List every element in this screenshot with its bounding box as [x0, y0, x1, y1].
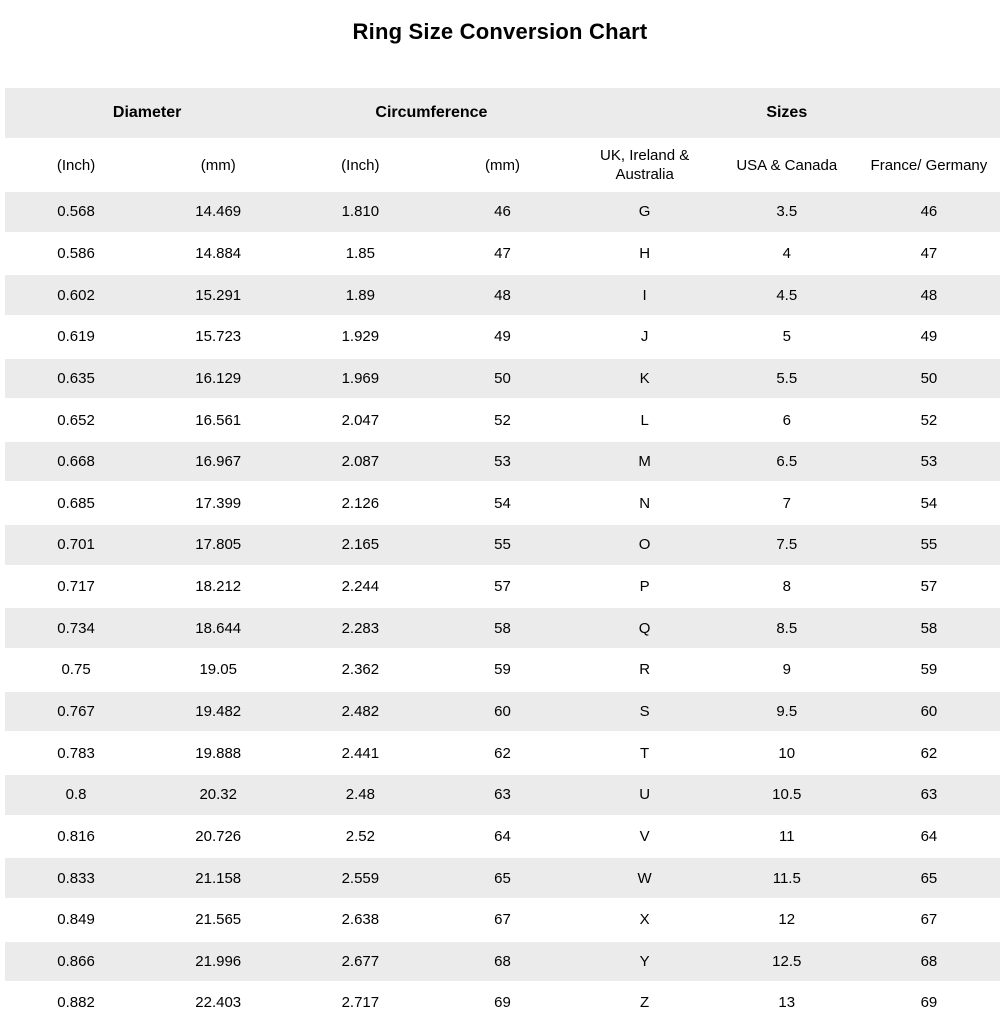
- table-cell: 1.929: [341, 328, 380, 346]
- table-cell: 52: [494, 411, 511, 429]
- table-cell: 49: [920, 328, 938, 346]
- table-group-header-row: [5, 88, 1000, 140]
- table-cell: N: [639, 494, 651, 512]
- table-row: [5, 692, 1000, 734]
- table-cell: 68: [920, 952, 938, 970]
- table-cell: 14.469: [195, 203, 242, 221]
- table-cell: 12: [778, 911, 796, 929]
- table-cell: 9.5: [776, 703, 798, 720]
- table-cell: 17.399: [195, 494, 242, 512]
- table-row: [5, 442, 1000, 484]
- table-cell: L: [640, 411, 649, 429]
- table-row: [5, 858, 1000, 900]
- table-cell: 6.5: [776, 453, 798, 471]
- table-cell: 0.783: [57, 744, 95, 762]
- table-subheader-row: [5, 140, 1000, 192]
- table-cell: 0.685: [57, 494, 95, 512]
- table-cell: 1.810: [341, 203, 380, 221]
- table-cell: 69: [920, 994, 938, 1012]
- table-cell: 49: [494, 328, 511, 346]
- table-cell: 59: [920, 661, 938, 679]
- table-cell: 4: [782, 244, 791, 262]
- table-cell: 55: [494, 536, 511, 554]
- table-cell: 47: [494, 244, 511, 262]
- subheader-circumference-mm: (mm): [485, 156, 520, 174]
- table-cell: 57: [494, 578, 511, 596]
- table-body: [5, 192, 1000, 1025]
- subheader-uk-ireland-australia: UK, Ireland & Australia: [600, 147, 690, 183]
- table-cell: 53: [920, 453, 938, 471]
- table-cell: P: [639, 578, 650, 596]
- table-cell: 55: [920, 536, 938, 554]
- table-cell: 65: [494, 869, 511, 887]
- table-cell: 59: [494, 661, 511, 679]
- table-cell: 14.884: [195, 244, 242, 262]
- table-cell: S: [639, 703, 650, 720]
- table-cell: I: [642, 286, 647, 304]
- table-cell: 16.561: [195, 411, 242, 429]
- table-cell: 53: [494, 453, 511, 471]
- table-cell: M: [638, 453, 651, 471]
- table-cell: 21.996: [195, 952, 242, 970]
- table-cell: 2.559: [341, 869, 380, 887]
- table-cell: 67: [494, 911, 511, 929]
- table-cell: 2.482: [341, 703, 380, 720]
- table-cell: 0.866: [57, 952, 95, 970]
- table-row: [5, 275, 1000, 317]
- table-cell: 69: [494, 994, 511, 1012]
- subheader-france-germany: France/ Germany: [870, 156, 988, 174]
- table-cell: 0.586: [57, 244, 95, 262]
- table-cell: 48: [494, 286, 511, 304]
- table-cell: X: [639, 911, 650, 929]
- table-cell: 19.482: [195, 703, 242, 720]
- table-cell: 2.244: [341, 578, 380, 596]
- table-cell: 1.85: [345, 244, 375, 262]
- table-cell: 8.5: [776, 619, 798, 637]
- table-cell: 60: [494, 703, 511, 720]
- table-cell: 0.652: [57, 411, 95, 429]
- table-cell: 2.638: [341, 911, 380, 929]
- table-cell: 15.291: [195, 286, 242, 304]
- table-cell: 2.362: [341, 661, 380, 679]
- table-cell: 0.75: [61, 661, 91, 679]
- table-cell: 46: [494, 203, 511, 221]
- table-cell: 16.129: [195, 369, 242, 387]
- table-cell: 68: [494, 952, 511, 970]
- table-row: [5, 567, 1000, 609]
- table-cell: 2.047: [341, 411, 380, 429]
- table-cell: 0.8: [65, 786, 87, 804]
- table-cell: 60: [920, 703, 938, 720]
- table-cell: 9: [782, 661, 791, 679]
- table-cell: 1.969: [341, 369, 380, 387]
- table-cell: 50: [494, 369, 511, 387]
- table-cell: 47: [920, 244, 938, 262]
- table-cell: 3.5: [776, 203, 798, 221]
- table-cell: 0.668: [57, 453, 95, 471]
- table-cell: 11.5: [772, 869, 801, 887]
- table-cell: O: [638, 536, 651, 554]
- table-cell: 0.619: [57, 328, 95, 346]
- table-cell: 63: [494, 786, 511, 804]
- table-row: [5, 359, 1000, 401]
- subheader-circumference-inch: (Inch): [341, 156, 380, 174]
- table-cell: 52: [920, 411, 938, 429]
- table-cell: 20.726: [195, 827, 242, 845]
- conversion-table: [5, 88, 1000, 1025]
- table-row: [5, 192, 1000, 234]
- table-cell: 13: [778, 994, 796, 1012]
- table-cell: Z: [640, 994, 650, 1012]
- table-cell: 0.767: [57, 703, 95, 720]
- subheader-diameter-mm: (mm): [200, 156, 236, 174]
- table-cell: 0.849: [57, 911, 95, 929]
- table-cell: 54: [494, 494, 511, 512]
- table-cell: R: [639, 661, 651, 679]
- table-cell: 2.677: [341, 952, 380, 970]
- table-cell: 19.888: [195, 744, 242, 762]
- table-cell: 17.805: [195, 536, 242, 554]
- table-cell: 0.833: [57, 869, 95, 887]
- table-cell: 48: [920, 286, 938, 304]
- table-cell: 58: [494, 619, 511, 637]
- table-cell: K: [639, 369, 650, 387]
- table-cell: 6: [782, 411, 791, 429]
- table-cell: 2.126: [341, 494, 380, 512]
- table-cell: 62: [920, 744, 938, 762]
- table-cell: 65: [920, 869, 938, 887]
- table-cell: 0.734: [57, 619, 95, 637]
- table-row: [5, 650, 1000, 692]
- table-cell: 8: [782, 578, 791, 596]
- table-cell: 0.717: [57, 578, 95, 596]
- table-cell: 5.5: [776, 369, 798, 387]
- table-cell: 50: [920, 369, 938, 387]
- table-cell: 4.5: [776, 286, 798, 304]
- table-cell: 57: [920, 578, 938, 596]
- table-row: [5, 483, 1000, 525]
- table-cell: 16.967: [195, 453, 242, 471]
- table-cell: 21.158: [195, 869, 242, 887]
- table-row: [5, 317, 1000, 359]
- table-cell: 67: [920, 911, 938, 929]
- table-cell: 18.644: [195, 619, 242, 637]
- table-cell: 2.283: [341, 619, 380, 637]
- table-cell: 0.882: [57, 994, 95, 1012]
- table-row: [5, 400, 1000, 442]
- table-cell: Q: [638, 619, 651, 637]
- table-row: [5, 525, 1000, 567]
- table-row: [5, 817, 1000, 859]
- table-cell: Y: [639, 952, 650, 970]
- table-cell: 2.717: [341, 994, 380, 1012]
- table-cell: H: [639, 244, 651, 262]
- table-cell: 11: [778, 827, 795, 845]
- table-cell: 46: [920, 203, 938, 221]
- group-header-circumference: Circumference: [375, 104, 488, 121]
- table-cell: U: [639, 786, 651, 804]
- table-cell: 0.816: [57, 827, 95, 845]
- table-cell: 64: [494, 827, 511, 845]
- table-cell: 63: [920, 786, 938, 804]
- table-row: [5, 775, 1000, 817]
- table-cell: W: [637, 869, 652, 887]
- table-row: [5, 942, 1000, 984]
- table-cell: 54: [920, 494, 938, 512]
- table-cell: 20.32: [199, 786, 237, 804]
- table-cell: 62: [494, 744, 511, 762]
- table-cell: 21.565: [195, 911, 242, 929]
- table-cell: 18.212: [195, 578, 242, 596]
- table-cell: 0.568: [57, 203, 95, 221]
- table-cell: 22.403: [195, 994, 242, 1012]
- page-title: Ring Size Conversion Chart: [352, 19, 648, 44]
- table-row: [5, 608, 1000, 650]
- group-header-sizes: Sizes: [766, 104, 808, 121]
- table-cell: 5: [782, 328, 791, 346]
- table-cell: 10: [778, 744, 796, 762]
- table-cell: J: [640, 328, 649, 346]
- table-cell: 7: [782, 494, 791, 512]
- table-cell: 2.52: [345, 827, 375, 845]
- table-cell: T: [640, 744, 650, 762]
- table-cell: 2.441: [341, 744, 380, 762]
- group-header-diameter: Diameter: [112, 104, 182, 121]
- table-cell: 64: [920, 827, 938, 845]
- table-cell: 2.087: [341, 453, 380, 471]
- subheader-usa-canada: USA & Canada: [736, 156, 838, 174]
- table-cell: V: [639, 827, 650, 845]
- table-cell: 2.165: [341, 536, 380, 554]
- table-row: [5, 234, 1000, 276]
- table-cell: 15.723: [195, 328, 242, 346]
- table-row: [5, 900, 1000, 942]
- table-cell: 7.5: [776, 536, 798, 554]
- table-cell: 0.701: [57, 536, 95, 554]
- table-cell: 58: [920, 619, 938, 637]
- table-cell: 19.05: [199, 661, 237, 679]
- table-cell: 0.602: [57, 286, 95, 304]
- table-cell: 0.635: [57, 369, 95, 387]
- subheader-diameter-inch: (Inch): [56, 156, 96, 174]
- table-cell: 2.48: [345, 786, 375, 804]
- table-cell: G: [638, 203, 651, 221]
- table-cell: 10.5: [772, 786, 802, 804]
- table-row: [5, 983, 1000, 1025]
- table-row: [5, 733, 1000, 775]
- table-cell: 12.5: [772, 952, 802, 970]
- table-cell: 1.89: [345, 286, 375, 304]
